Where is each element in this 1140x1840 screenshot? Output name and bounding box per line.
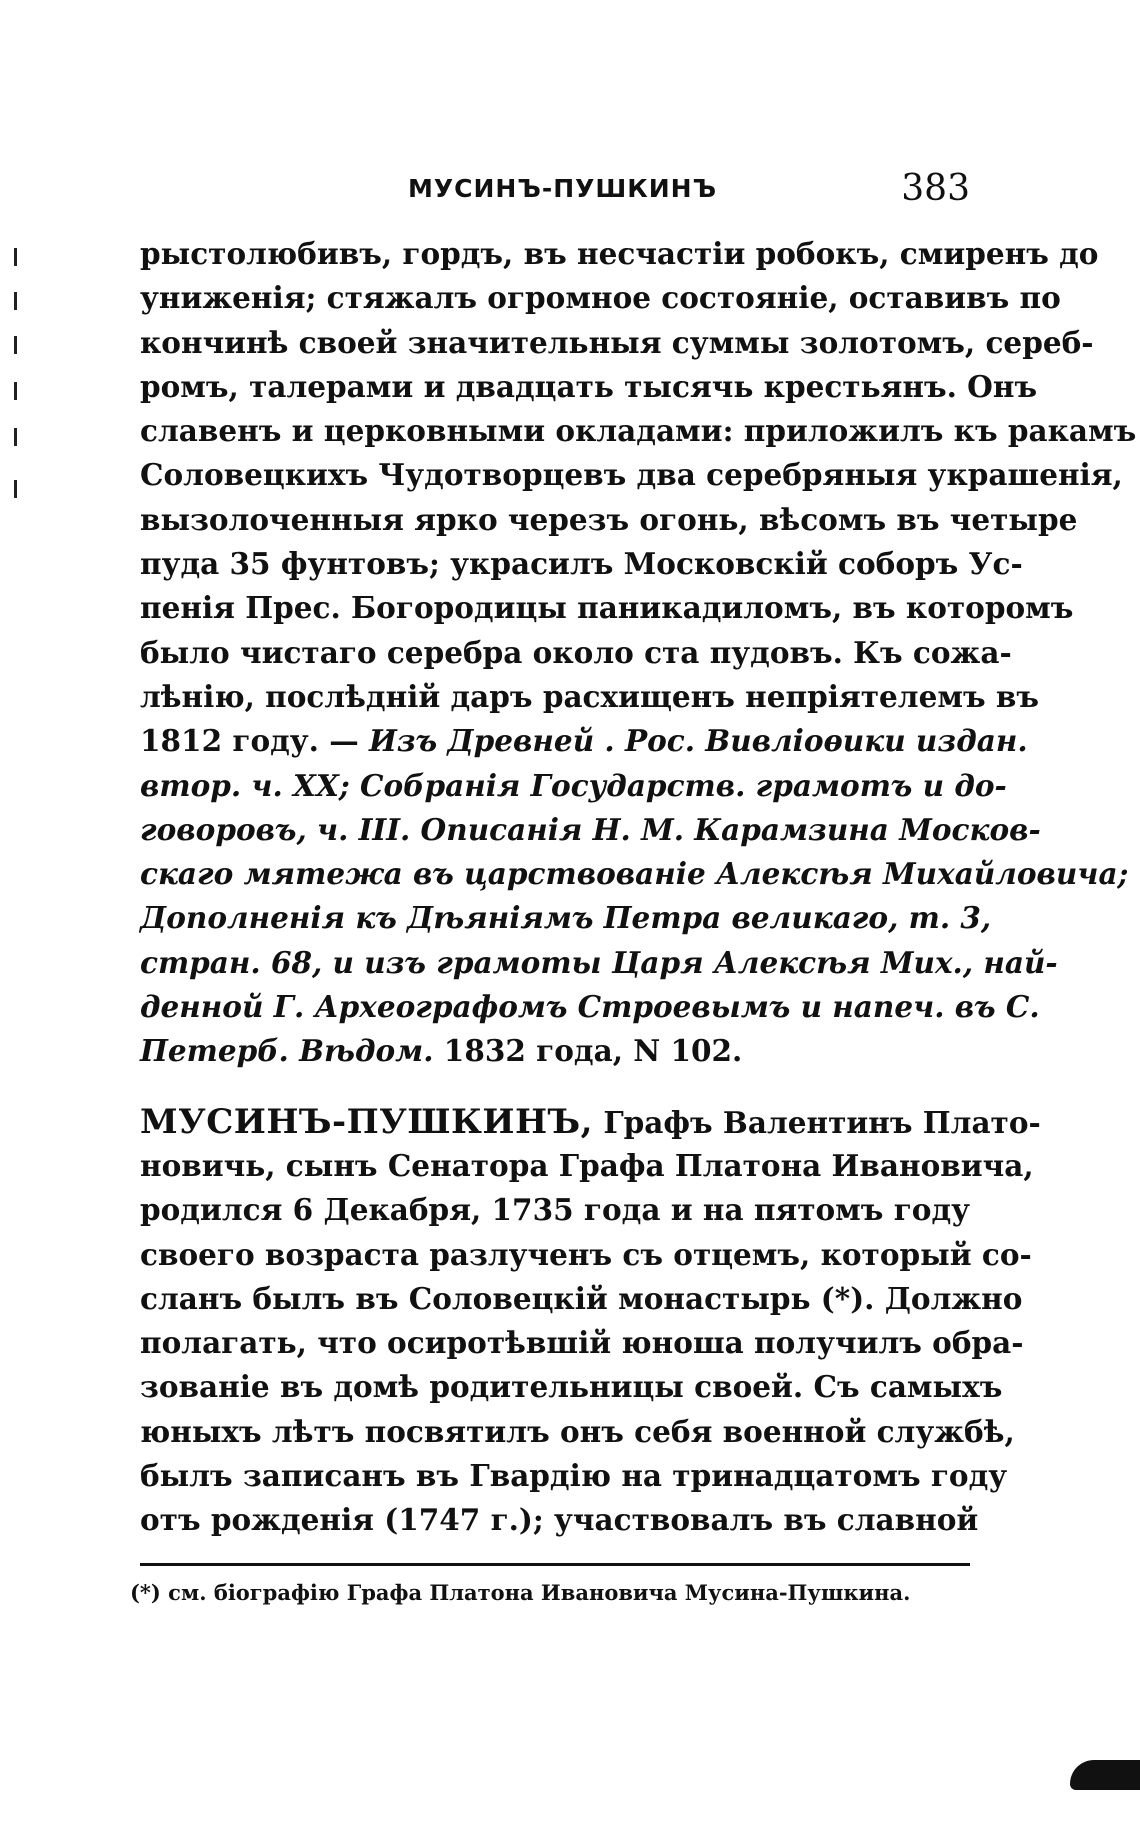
text-line: своего возраста разлученъ съ отцемъ, который со- [140,1236,1032,1272]
source-citation: Изъ Древней . Рос. Вивліоѳики издан. [369,723,1028,759]
text-line: вызолоченныя ярко черезъ огонь, вѣсомъ въ четыре [140,501,1078,537]
text-line: сланъ былъ въ Соловецкій монастырь (*). Должно [140,1280,1023,1316]
paragraph-1 [140,232,1137,1074]
text-line: лѣнію, послѣдній даръ расхищенъ непріятелемъ въ [140,678,1040,714]
text-line: Соловецкихъ Чудотворцевъ два серебряныя украшенія, [140,457,1123,493]
text-line: былъ записанъ въ Гвардію на тринадцатомъ году [140,1458,1008,1494]
entry-heading: МУСИНЪ-ПУШКИНЪ, [140,1101,594,1142]
citation-line: стран. 68, и изъ грамоты Царя Алексѣя Мих., най- [140,944,1058,980]
text-line: кончинѣ своей значительныя суммы золотомъ, сереб- [140,324,1094,360]
citation-date: 1832 года, N 102. [443,1033,743,1069]
citation-line: скаго мятежа въ царствованіе Алексѣя Михайловича; [140,856,1129,892]
text-line: было чистаго серебра около ста пудовъ. Къ сожа- [140,634,1012,670]
main-text [140,232,1137,1543]
citation-line: втор. ч. XX; Собранія Государств. грамотъ и до- [140,767,1007,803]
text-line: рыстолюбивъ, гордъ, въ несчастіи робокъ, смиренъ до [140,236,1099,271]
text-line: отъ рожденія (1747 г.); участвовалъ въ славной [140,1502,979,1538]
citation-line: денной Г. Археографомъ Строевымъ и напеч. въ С. [140,989,1040,1025]
citation-end: Петерб. Вѣдом. [140,1033,434,1069]
scan-artifact [1070,1760,1140,1790]
citation-line-last [140,1029,970,1073]
citation-line: Дополненія къ Дѣяніямъ Петра великаго, т. 3, [140,900,992,936]
footnote: (*) см. біографію Графа Платона Ивановича Мусина-Пушкина. [130,1580,911,1605]
text-line: славенъ и церковными окладами: приложилъ къ ракамъ [140,413,1137,449]
year-text: 1812 году. — [140,723,359,759]
text-line: новичь, сынъ Сенатора Графа Платона Ивановича, [140,1147,1034,1183]
citation-line: говоровъ, ч. III. Описанія Н. М. Карамзина Москов- [140,811,1041,847]
text-line: юныхъ лѣтъ посвятилъ онъ себя военной службѣ, [140,1413,1015,1449]
text-line: полагать, что осиротѣвшій юноша получилъ обра- [140,1325,1024,1361]
text-line: ромъ, талерами и двадцать тысячь крестьянъ. Онъ [140,368,1038,404]
text-line: униженія; стяжалъ огромное состояніе, оставивъ по [140,280,1061,316]
text-line: зованіе въ домѣ родительницы своей. Съ самыхъ [140,1369,1003,1405]
footnote-rule [140,1563,970,1566]
text-line: родился 6 Декабря, 1735 года и на пятомъ году [140,1192,970,1228]
page-header [140,168,970,216]
entry-title-rest: Графъ Валентинъ Плато- [603,1104,1041,1140]
paragraph-gap [140,1074,970,1100]
entry-first-line [140,1100,1041,1144]
text-line: пуда 35 фунтовъ; украсилъ Московскій соборъ Ус- [140,546,1023,582]
running-head: МУСИНЪ-ПУШКИНЪ [408,174,718,203]
page-number: 383 [901,168,970,209]
text-line: пенія Прес. Богородицы паникадиломъ, въ которомъ [140,590,1074,626]
paragraph-2 [140,1100,1041,1543]
text-line-mixed [140,719,1028,763]
